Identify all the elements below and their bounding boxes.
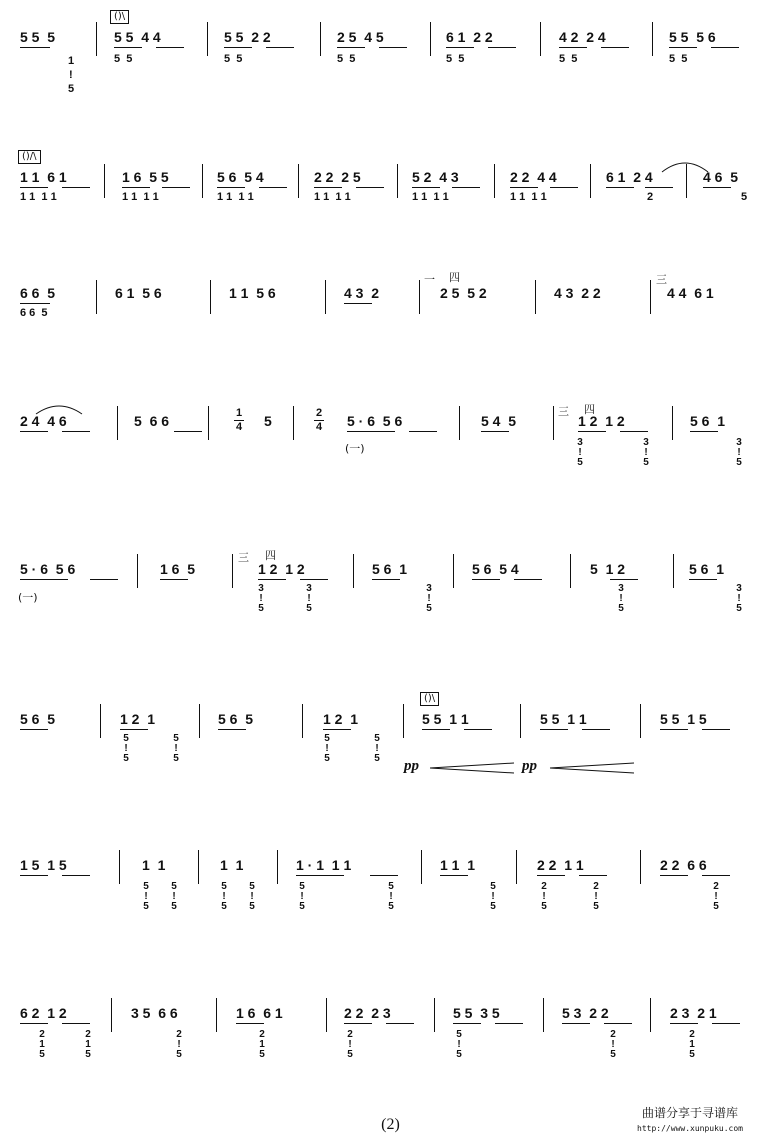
chord-stack: 2 ! 5 <box>713 881 719 912</box>
chord-stack: 2 1 5 <box>85 1029 91 1060</box>
note-group: 1 5 1 5 <box>20 857 67 873</box>
barline <box>421 850 422 884</box>
barline <box>590 164 591 198</box>
underline <box>578 431 606 432</box>
string-marker: 四 <box>584 403 595 416</box>
underline <box>453 1023 481 1024</box>
chord-stack: 5 ! 5 <box>123 733 129 764</box>
underline <box>296 875 344 876</box>
chord-stack: 5 ! 5 <box>324 733 330 764</box>
bass-note: 1 1 1 1 <box>20 191 57 203</box>
barline <box>207 22 208 56</box>
bass-note: 1 1 1 1 <box>412 191 449 203</box>
underline <box>559 47 587 48</box>
underline <box>610 579 638 580</box>
note-group: 3 5 6 6 <box>131 1005 178 1021</box>
underline <box>347 431 395 432</box>
note-group: 6 1 2 4 <box>606 169 653 185</box>
underline <box>236 1023 264 1024</box>
barline <box>434 998 435 1032</box>
chord-stack: 5 ! 5 <box>221 881 227 912</box>
barline <box>640 850 641 884</box>
chord-stack: 5 ! 5 <box>173 733 179 764</box>
underline <box>344 1023 372 1024</box>
underline <box>266 47 294 48</box>
bass-note: 5 <box>68 83 75 95</box>
barline <box>494 164 495 198</box>
barline <box>119 850 120 884</box>
underline <box>562 1023 590 1024</box>
note-group: 5 6 5 <box>20 711 56 727</box>
bass-note: 5 5 <box>669 53 688 65</box>
chord-stack: 5 ! 5 <box>490 881 496 912</box>
underline <box>356 187 384 188</box>
underline <box>20 1023 48 1024</box>
dynamic-pp: pp <box>522 758 537 774</box>
underline <box>711 47 739 48</box>
chord-stack: 5 ! 5 <box>171 881 177 912</box>
string-marker: 三 <box>656 273 667 286</box>
chord-stack: 3 ! 5 <box>258 583 264 614</box>
underline <box>258 579 286 580</box>
chord-stack: 3 ! 5 <box>736 437 742 468</box>
note-group: 1 6 6 1 <box>236 1005 283 1021</box>
underline <box>372 579 400 580</box>
chord-stack: 3 ! 5 <box>577 437 583 468</box>
barline <box>96 22 97 56</box>
barline <box>216 998 217 1032</box>
bass-note: 1 1 1 1 <box>217 191 254 203</box>
bass-note: 6 6 5 <box>20 307 48 319</box>
barline <box>397 164 398 198</box>
note-group: 6 1 5 6 <box>115 285 162 301</box>
barline <box>650 998 651 1032</box>
note-group: 2 2 2 3 <box>344 1005 391 1021</box>
underline <box>224 47 252 48</box>
underline <box>579 875 607 876</box>
underline <box>156 47 184 48</box>
underline <box>409 431 437 432</box>
technique-sub: (一) <box>18 591 38 604</box>
underline <box>62 431 90 432</box>
note-group: 5 6 1 <box>689 561 725 577</box>
technique-box: ()\ <box>420 692 439 706</box>
system-2 <box>0 150 781 230</box>
note-group: 2 3 2 1 <box>670 1005 717 1021</box>
chord-stack: 3 ! 5 <box>643 437 649 468</box>
underline <box>114 47 142 48</box>
underline <box>300 579 328 580</box>
underline <box>259 187 287 188</box>
string-marker: 四 <box>449 271 460 284</box>
underline <box>452 187 480 188</box>
note-group: 6 2 1 2 <box>20 1005 67 1021</box>
barline <box>208 406 209 440</box>
note-group: 4 4 6 1 <box>667 285 714 301</box>
chord-stack: 2 ! 5 <box>541 881 547 912</box>
decrescendo-hairpin <box>428 762 516 774</box>
underline <box>472 579 500 580</box>
note-group: 5 6 1 <box>372 561 408 577</box>
underline <box>218 729 246 730</box>
chord-stack: 5 ! 5 <box>249 881 255 912</box>
note-group: 5 3 2 2 <box>562 1005 609 1021</box>
chord-stack: 5 ! 5 <box>388 881 394 912</box>
technique-box: ()/\ <box>18 150 41 164</box>
note-group: 5 <box>264 413 272 429</box>
underline <box>370 875 398 876</box>
underline <box>20 431 48 432</box>
underline <box>62 875 90 876</box>
bass-note: 5 <box>741 191 748 203</box>
underline <box>690 431 718 432</box>
underline <box>412 187 440 188</box>
underline <box>62 1023 90 1024</box>
underline <box>174 431 202 432</box>
underline <box>217 187 245 188</box>
barline <box>540 22 541 56</box>
chord-stack: 3 ! 5 <box>736 583 742 614</box>
note-group: 5 5 3 5 <box>453 1005 500 1021</box>
bass-note: 5 5 <box>559 53 578 65</box>
chord-stack: 2 1 5 <box>689 1029 695 1060</box>
underline <box>550 187 578 188</box>
underline <box>702 875 730 876</box>
bass-note: 1 1 1 1 <box>122 191 159 203</box>
note-group: 1 1 <box>220 857 244 873</box>
note-group: 5 6 5 <box>218 711 254 727</box>
barline <box>553 406 554 440</box>
watermark-url[interactable]: http://www.xunpuku.com <box>637 1124 743 1133</box>
note-group: 5 1 2 <box>590 561 626 577</box>
underline <box>514 579 542 580</box>
barline <box>302 704 303 738</box>
underline <box>62 187 90 188</box>
underline <box>446 47 474 48</box>
underline <box>645 187 673 188</box>
underline <box>422 729 450 730</box>
note-group: 1 1 5 6 <box>229 285 276 301</box>
barline <box>430 22 431 56</box>
note-group: 1 2 1 2 <box>578 413 625 429</box>
chord-stack: 5 ! 5 <box>456 1029 462 1060</box>
barline <box>516 850 517 884</box>
underline <box>337 47 365 48</box>
underline <box>386 1023 414 1024</box>
bass-note: 5 5 <box>337 53 356 65</box>
page-number: (2) <box>381 1116 400 1133</box>
underline <box>488 47 516 48</box>
barline <box>298 164 299 198</box>
underline <box>20 47 50 48</box>
underline <box>440 875 468 876</box>
system-4 <box>0 402 781 492</box>
barline <box>111 998 112 1032</box>
barline <box>570 554 571 588</box>
note-group: 5 5 5 <box>20 29 56 45</box>
technique-box: ()\ <box>110 10 129 24</box>
chord-stack: 3 ! 5 <box>426 583 432 614</box>
note-group: 5 5 1 1 <box>540 711 587 727</box>
bass-note: 1 1 1 1 <box>510 191 547 203</box>
dynamic-pp: pp <box>404 758 419 774</box>
note-group: 1 1 6 1 <box>20 169 67 185</box>
bass-note: ! <box>69 69 73 81</box>
chord-stack: 5 ! 5 <box>299 881 305 912</box>
chord-stack: 2 ! 5 <box>347 1029 353 1060</box>
note-group: 1 · 1 1 1 <box>296 857 352 873</box>
note-group: 5 · 6 5 6 <box>20 561 76 577</box>
note-group: 1 6 5 <box>160 561 196 577</box>
barline <box>104 164 105 198</box>
barline <box>650 280 651 314</box>
string-marker: 四 <box>265 549 276 562</box>
note-group: 5 5 5 6 <box>669 29 716 45</box>
technique-sub: (一) <box>345 442 365 455</box>
bass-note: 1 1 1 1 <box>314 191 351 203</box>
slur <box>660 158 710 174</box>
barline <box>640 704 641 738</box>
time-signature: 2 4 <box>315 407 323 433</box>
string-marker: 三 <box>558 405 569 418</box>
note-group: 4 3 2 <box>344 285 380 301</box>
underline <box>314 187 342 188</box>
underline <box>604 1023 632 1024</box>
time-signature: 1 4 <box>235 407 243 433</box>
note-group: 5 2 4 3 <box>412 169 459 185</box>
underline <box>122 187 150 188</box>
underline <box>20 187 48 188</box>
underline <box>660 875 688 876</box>
note-group: 5 5 1 1 <box>422 711 469 727</box>
underline <box>20 875 48 876</box>
string-marker: 一 <box>424 273 435 286</box>
chord-stack: 5 ! 5 <box>143 881 149 912</box>
note-group: 4 6 5 <box>703 169 739 185</box>
barline <box>652 22 653 56</box>
barline <box>453 554 454 588</box>
underline <box>620 431 648 432</box>
chord-stack: 2 ! 5 <box>176 1029 182 1060</box>
system-3 <box>0 271 781 346</box>
barline <box>210 280 211 314</box>
barline <box>277 850 278 884</box>
barline <box>326 998 327 1032</box>
watermark <box>637 1104 743 1133</box>
system-5 <box>0 548 781 648</box>
bass-note: 5 5 <box>446 53 465 65</box>
underline <box>510 187 538 188</box>
underline <box>669 47 697 48</box>
bass-note: 2 <box>647 191 654 203</box>
note-group: 5 6 6 <box>134 413 170 429</box>
note-group: 2 2 2 5 <box>314 169 361 185</box>
decrescendo-hairpin <box>548 762 636 774</box>
barline <box>543 998 544 1032</box>
underline <box>495 1023 523 1024</box>
note-group: 5 5 4 4 <box>114 29 161 45</box>
note-group: 1 2 1 <box>323 711 359 727</box>
chord-stack: 3 ! 5 <box>618 583 624 614</box>
note-group: 6 6 5 <box>20 285 56 301</box>
note-group: 5 6 1 <box>690 413 726 429</box>
note-group: 2 2 6 6 <box>660 857 707 873</box>
chord-stack: 5 ! 5 <box>374 733 380 764</box>
barline <box>673 554 674 588</box>
note-group: 4 2 2 4 <box>559 29 606 45</box>
barline <box>353 554 354 588</box>
barline <box>137 554 138 588</box>
system-7 <box>0 840 781 950</box>
note-group: 5 5 2 2 <box>224 29 271 45</box>
underline <box>660 729 688 730</box>
barline <box>419 280 420 314</box>
barline <box>96 280 97 314</box>
note-group: 2 4 4 6 <box>20 413 67 429</box>
underline <box>20 303 50 304</box>
note-group: 1 2 1 2 <box>258 561 305 577</box>
barline <box>459 406 460 440</box>
note-group: 4 3 2 2 <box>554 285 601 301</box>
system-1 <box>0 11 781 112</box>
underline <box>20 729 48 730</box>
underline <box>582 729 610 730</box>
note-group: 5 5 1 5 <box>660 711 707 727</box>
chord-stack: 2 ! 5 <box>610 1029 616 1060</box>
note-group: 5 6 5 4 <box>217 169 264 185</box>
underline <box>712 1023 740 1024</box>
underline <box>464 729 492 730</box>
underline <box>702 729 730 730</box>
underline <box>670 1023 698 1024</box>
system-6 <box>0 694 781 804</box>
barline <box>535 280 536 314</box>
underline <box>379 47 407 48</box>
underline <box>344 303 372 304</box>
note-group: 1 6 5 5 <box>122 169 169 185</box>
chord-stack: 3 ! 5 <box>306 583 312 614</box>
note-group: 2 2 4 4 <box>510 169 557 185</box>
underline <box>537 875 565 876</box>
chord-stack: 2 1 5 <box>39 1029 45 1060</box>
underline <box>689 579 717 580</box>
underline <box>481 431 509 432</box>
note-group: 2 5 4 5 <box>337 29 384 45</box>
system-8 <box>0 986 781 1096</box>
underline <box>703 187 731 188</box>
note-group: 1 1 1 <box>440 857 476 873</box>
note-group: 5 4 5 <box>481 413 517 429</box>
underline <box>160 579 188 580</box>
underline <box>323 729 351 730</box>
watermark-title: 曲谱分享于寻谱库 <box>642 1106 739 1120</box>
underline <box>601 47 629 48</box>
note-group: 5 6 5 4 <box>472 561 519 577</box>
underline <box>162 187 190 188</box>
note-group: 1 2 1 <box>120 711 156 727</box>
barline <box>520 704 521 738</box>
chord-stack: 2 1 5 <box>259 1029 265 1060</box>
bass-note: 5 5 <box>224 53 243 65</box>
note-group: 5 · 6 5 6 <box>347 413 403 429</box>
note-group: 2 2 1 1 <box>537 857 584 873</box>
note-group: 6 1 2 2 <box>446 29 493 45</box>
underline <box>90 579 118 580</box>
barline <box>325 280 326 314</box>
underline <box>20 579 68 580</box>
bass-note: 5 5 <box>114 53 133 65</box>
note-group: 2 5 5 2 <box>440 285 487 301</box>
note-group: 1 1 <box>142 857 166 873</box>
bass-note: 1 <box>68 55 75 67</box>
barline <box>403 704 404 738</box>
barline <box>202 164 203 198</box>
underline <box>120 729 148 730</box>
barline <box>100 704 101 738</box>
barline <box>320 22 321 56</box>
barline <box>293 406 294 440</box>
barline <box>232 554 233 588</box>
barline <box>672 406 673 440</box>
barline <box>198 850 199 884</box>
string-marker: 三 <box>238 551 249 564</box>
barline <box>117 406 118 440</box>
chord-stack: 2 ! 5 <box>593 881 599 912</box>
underline <box>606 187 634 188</box>
underline <box>540 729 568 730</box>
barline <box>199 704 200 738</box>
